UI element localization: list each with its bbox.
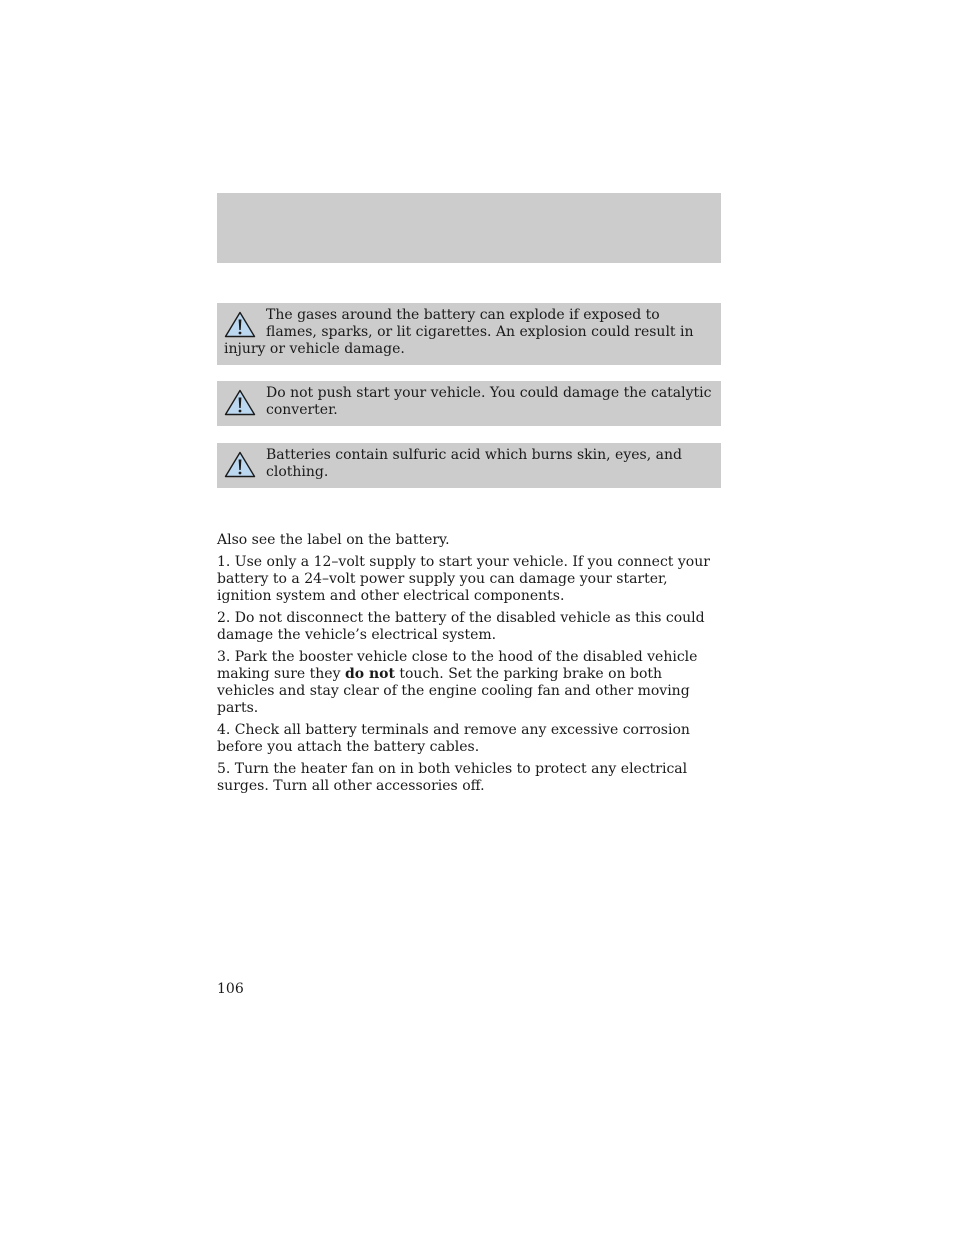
step-3-text-before: 3. Park the booster vehicle close to the hood of the disabled vehicle making sure they — [217, 649, 698, 682]
warning-box-push-start — [217, 381, 721, 426]
warning-text: Batteries contain sulfuric acid which burns skin, eyes, and clothing. — [266, 447, 682, 480]
step-4: 4. Check all battery terminals and remove any excessive corrosion before you attach the battery cables. — [217, 722, 690, 755]
section-header-band — [217, 193, 721, 263]
step-3 — [217, 649, 721, 717]
step-3-emphasis: do not — [344, 666, 395, 682]
warning-triangle-icon — [224, 451, 256, 478]
step-5: 5. Turn the heater fan on in both vehicles to protect any electrical surges. Turn all other accessories off. — [217, 761, 688, 794]
warning-triangle-icon — [224, 389, 256, 416]
step-3-text-after: touch. Set the parking brake on both vehicles and stay clear of the engine cooling fan and other moving parts. — [217, 666, 690, 716]
warning-text: The gases around the battery can explode if exposed to flames, sparks, or lit cigarettes. An explosion could result in injury or vehicle damage. — [224, 307, 694, 357]
intro-paragraph: Also see the label on the battery. — [217, 532, 450, 548]
warning-triangle-icon — [224, 311, 256, 338]
step-2: 2. Do not disconnect the battery of the disabled vehicle as this could damage the vehicle’s electrical system. — [217, 610, 705, 643]
step-1: 1. Use only a 12–volt supply to start your vehicle. If you connect your battery to a 24–volt power supply you can damage your starter, ignition system and other electrical components. — [217, 554, 710, 604]
instructions-body — [217, 532, 721, 800]
warning-box-sulfuric-acid — [217, 443, 721, 488]
warning-box-explosion — [217, 303, 721, 365]
page-number: 106 — [217, 981, 244, 997]
warning-text: Do not push start your vehicle. You could damage the catalytic converter. — [266, 385, 712, 418]
